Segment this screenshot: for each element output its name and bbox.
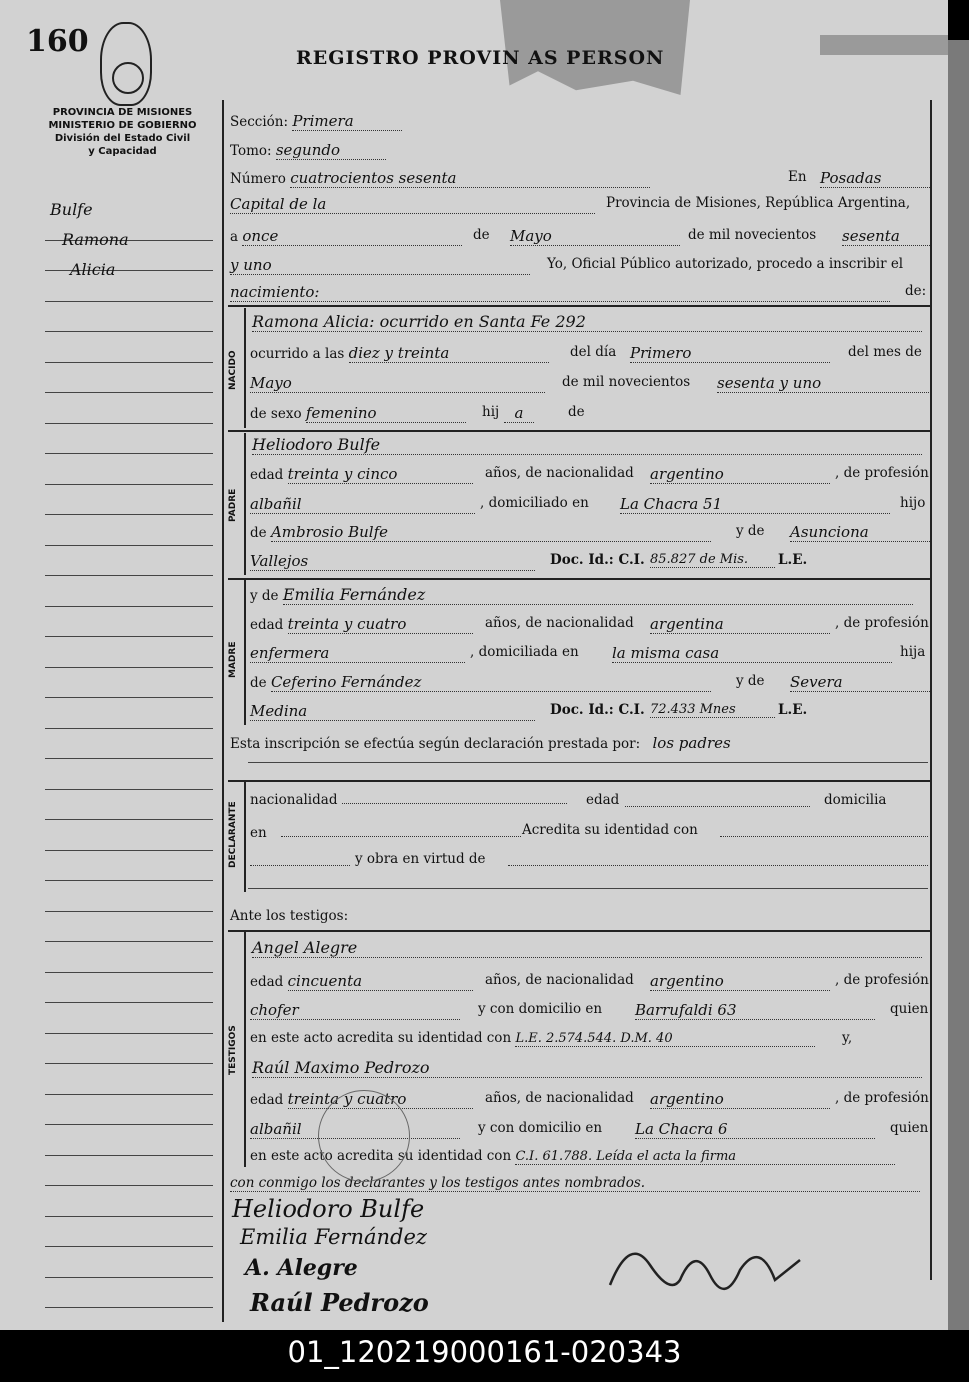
t2-edad-label: edad (250, 1092, 284, 1108)
padre-yde-label: y de (736, 523, 765, 539)
madre-prof-value: enfermera (250, 644, 465, 663)
seccion-row (230, 112, 402, 131)
nacido-mes-value: Mayo (250, 374, 545, 393)
hora-value: diez y treinta (349, 344, 549, 363)
cierre-text: con conmigo los declarantes y los testigos antes nombrados. (230, 1175, 920, 1192)
page-number-stamp: 160 (26, 24, 89, 59)
padre-nombre-row (252, 435, 922, 455)
en-label: En (788, 169, 807, 185)
t1-doc-row (250, 1030, 930, 1047)
nacido-box-top (228, 305, 930, 307)
hijo-label: hijo (900, 495, 926, 511)
declaracion-label: Esta inscripción se efectúa según declaración prestada por: (230, 736, 641, 752)
testigo2-nombre: Raúl Maximo Pedrozo (252, 1058, 922, 1078)
testigo2-prof: albañil (250, 1120, 460, 1139)
ante-label: Ante los testigos: (230, 908, 349, 924)
numero-row (230, 169, 930, 188)
sexo-label: de sexo (250, 406, 302, 422)
firma-testigo2: Raúl Pedrozo (250, 1288, 429, 1317)
padre-nombre: Heliodoro Bulfe (252, 435, 922, 455)
registry-title: REGISTRO PROVIN AS PERSON (296, 47, 665, 69)
t2-nac-label: años, de nacionalidad (485, 1090, 634, 1106)
padre-prof-value: albañil (250, 495, 475, 514)
tipo-value: nacimiento: (230, 283, 890, 302)
numero-label: Número (230, 171, 286, 187)
padre-edad-label: edad (250, 467, 284, 483)
nacido-mil-label: de mil novecientos (562, 374, 691, 390)
ocurrido-label: ocurrido a las (250, 346, 345, 362)
abuela-materna-apellido: Medina (250, 702, 535, 721)
nacido-dia-value: Primero (630, 344, 830, 363)
madre-nac-label: años, de nacionalidad (485, 615, 634, 631)
madre-nac-value: argentina (650, 615, 830, 634)
declarante-box-top (228, 780, 930, 782)
tomo-value: segundo (276, 141, 386, 160)
firma-testigo1: A. Alegre (245, 1255, 358, 1281)
en-value: Posadas (820, 169, 930, 188)
madre-dom-label: , domiciliada en (470, 644, 579, 660)
declarante-section-label: DECLARANTE (228, 801, 238, 869)
issuer-block (30, 106, 215, 158)
testigo1-dom: Barrufaldi 63 (635, 1001, 875, 1020)
nacido-anio-value: sesenta y uno (717, 374, 929, 393)
lugar-row (230, 195, 930, 214)
mes-value: Mayo (510, 227, 680, 246)
margin-second-name: Alicia (70, 260, 116, 279)
nacido-nombre: Ramona Alicia: ocurrido en Santa Fe 292 (252, 312, 922, 332)
testigos-box-top (228, 930, 930, 932)
anio-value: sesenta (842, 227, 930, 246)
issuer-line-1: PROVINCIA DE MISIONES (52, 107, 193, 118)
page-edge-shadow (948, 40, 969, 1330)
madre-yde-label: y de (250, 588, 279, 604)
padre-doc-row (250, 552, 930, 571)
padre-prof-row (250, 495, 930, 514)
t1-acredita-label: en este acto acredita su identidad con (250, 1030, 512, 1046)
nacido-nombre-row (252, 312, 922, 332)
abuela-materna: Severa (790, 673, 930, 692)
padre-nac-label: años, de nacionalidad (485, 465, 634, 481)
t1-y-label: y, (842, 1030, 853, 1046)
image-id-caption: 01_120219000161-020343 (287, 1335, 682, 1369)
tomo-label: Tomo: (230, 143, 272, 159)
nacido-de-label: de (568, 404, 585, 420)
a-label: a (230, 229, 239, 245)
madre-edad-value: treinta y cuatro (288, 615, 473, 634)
right-border (930, 100, 932, 1280)
madre-section-label: MADRE (228, 641, 238, 679)
margin-ruled-lines (45, 210, 213, 1330)
oficial-label: Yo, Oficial Público autorizado, procedo a inscribir el (547, 256, 904, 272)
padre-sidebar (244, 433, 246, 575)
t2-prof-label: , de profesión (835, 1090, 929, 1106)
seccion-value: Primera (292, 112, 402, 131)
issuer-line-4: y Capacidad (88, 146, 157, 157)
madre-sidebar (244, 580, 246, 725)
margin-names (50, 195, 129, 285)
declarante-acredita-label: Acredita su identidad con (522, 822, 698, 838)
margin-surname: Bulfe (50, 200, 93, 219)
declarante-edad-label: edad (586, 792, 620, 808)
declarante-en-row (250, 822, 930, 841)
madre-dom-value: la misma casa (612, 644, 892, 663)
padre-prof-label: , de profesión (835, 465, 929, 481)
madre-edad-row (250, 615, 930, 634)
dia-value: once (242, 227, 462, 246)
padre-edad-value: treinta y cinco (288, 465, 473, 484)
del-mes-label: del mes de (848, 344, 922, 360)
issuer-line-2: MINISTERIO DE GOBIERNO (48, 120, 197, 131)
oficial-row (230, 256, 930, 275)
numero-value: cuatrocientos sesenta (290, 169, 650, 188)
seccion-label: Sección: (230, 114, 289, 130)
padre-padres-row (250, 523, 930, 542)
tomo-row (230, 141, 386, 160)
declarante-en-label: en (250, 825, 267, 841)
madre-padres-row (250, 673, 930, 692)
padre-doc-label: Doc. Id.: C.I. (550, 552, 645, 568)
padre-doc-value: 85.827 de Mis. (650, 552, 775, 568)
firma-madre: Emilia Fernández (240, 1225, 427, 1249)
hij-label: hij (482, 404, 500, 420)
testigos-section-label: TESTIGOS (228, 1025, 238, 1075)
de2-label: de: (905, 283, 927, 299)
ante-row (230, 908, 348, 924)
t2-quien-label: quien (890, 1120, 929, 1136)
madre-yde2-label: y de (736, 673, 765, 689)
nacido-mes-row (250, 374, 930, 393)
anio-label: de mil novecientos (688, 227, 817, 243)
testigo2-edad: treinta y cuatro (288, 1090, 473, 1109)
madre-prof-label: , de profesión (835, 615, 929, 631)
t1-quien-label: quien (890, 1001, 929, 1017)
t1-edad-label: edad (250, 974, 284, 990)
margin-first-name: Ramona (62, 230, 129, 249)
del-dia-label: del día (570, 344, 617, 360)
madre-prof-row (250, 644, 930, 663)
hija-label: hija (900, 644, 926, 660)
cierre-row (230, 1175, 930, 1192)
padre-nac-value: argentino (650, 465, 830, 484)
tipo-row (230, 283, 930, 302)
testigo1-doc: L.E. 2.574.544. D.M. 40 (515, 1031, 815, 1047)
sexo-row (250, 404, 930, 423)
madre-nombre: Emilia Fernández (283, 585, 913, 605)
padre-dom-label: , domiciliado en (480, 495, 589, 511)
t1-dom-label: y con domicilio en (478, 1001, 603, 1017)
abuela-paterna: Asunciona (790, 523, 930, 542)
t1-nac-label: años, de nacionalidad (485, 972, 634, 988)
round-seal-icon (318, 1090, 410, 1182)
firma-padre: Heliodoro Bulfe (232, 1195, 425, 1223)
madre-edad-label: edad (250, 617, 284, 633)
abuelo-materno: Ceferino Fernández (271, 673, 711, 692)
t2-dom-label: y con domicilio en (478, 1120, 603, 1136)
t1-prof-label: , de profesión (835, 972, 929, 988)
testigo1-nac: argentino (650, 972, 830, 991)
testigo2-dom: La Chacra 6 (635, 1120, 875, 1139)
nacido-section-label: NACIDO (228, 350, 238, 390)
madre-doc-value: 72.433 Mnes (650, 702, 775, 718)
abuela-paterna-apellido: Vallejos (250, 552, 535, 571)
t2-acredita-label: en este acto acredita su identidad con (250, 1148, 512, 1164)
lugar-value: Capital de la (230, 195, 595, 214)
padre-de-label: de (250, 525, 267, 541)
hij-suffix: a (504, 404, 534, 423)
madre-le-label: L.E. (778, 702, 808, 718)
padre-le-label: L.E. (778, 552, 808, 568)
testigo2-doc: C.I. 61.788. Leída el acta la firma (515, 1149, 895, 1165)
declarante-dom-label: domicilia (824, 792, 887, 808)
sexo-value: femenino (306, 404, 466, 423)
t1-nombre-row (252, 938, 922, 958)
padre-edad-row (250, 465, 930, 484)
declaracion-row (230, 734, 930, 752)
declarante-obra-label: y obra en virtud de (355, 851, 486, 867)
testigo1-nombre: Angel Alegre (252, 938, 922, 958)
torn-edge (820, 35, 948, 55)
anio2-value: y uno (230, 256, 530, 275)
padre-dom-value: La Chacra 51 (620, 495, 890, 514)
testigos-sidebar (244, 932, 246, 1167)
declarante-nac-row (250, 792, 930, 808)
issuer-line-3: División del Estado Civil (54, 133, 191, 144)
madre-nombre-row (250, 585, 930, 605)
padre-section-label: PADRE (228, 488, 238, 522)
abuelo-paterno: Ambrosio Bulfe (271, 523, 711, 542)
padre-box-top (228, 430, 930, 432)
testigo1-prof: chofer (250, 1001, 460, 1020)
t1-prof-row (250, 1001, 930, 1020)
madre-doc-row (250, 702, 930, 721)
madre-doc-label: Doc. Id.: C.I. (550, 702, 645, 718)
madre-box-top (228, 578, 930, 580)
nacido-hora-row (250, 344, 930, 363)
madre-de-label: de (250, 675, 267, 691)
nacido-sidebar (244, 308, 246, 428)
coat-of-arms-icon (100, 22, 152, 106)
fecha-row (230, 227, 930, 246)
testigo2-nac: argentino (650, 1090, 830, 1109)
declaracion-value: los padres (652, 734, 731, 752)
margin-divider (222, 100, 224, 1322)
t2-nombre-row (252, 1058, 922, 1078)
t1-edad-row (250, 972, 930, 991)
declarante-obra-row (250, 851, 930, 870)
de-label: de (473, 227, 490, 243)
declarante-nac-label: nacionalidad (250, 792, 338, 808)
testigo1-edad: cincuenta (288, 972, 473, 991)
declarante-sidebar (244, 782, 246, 892)
provincia-label: Provincia de Misiones, República Argentina, (606, 195, 911, 211)
